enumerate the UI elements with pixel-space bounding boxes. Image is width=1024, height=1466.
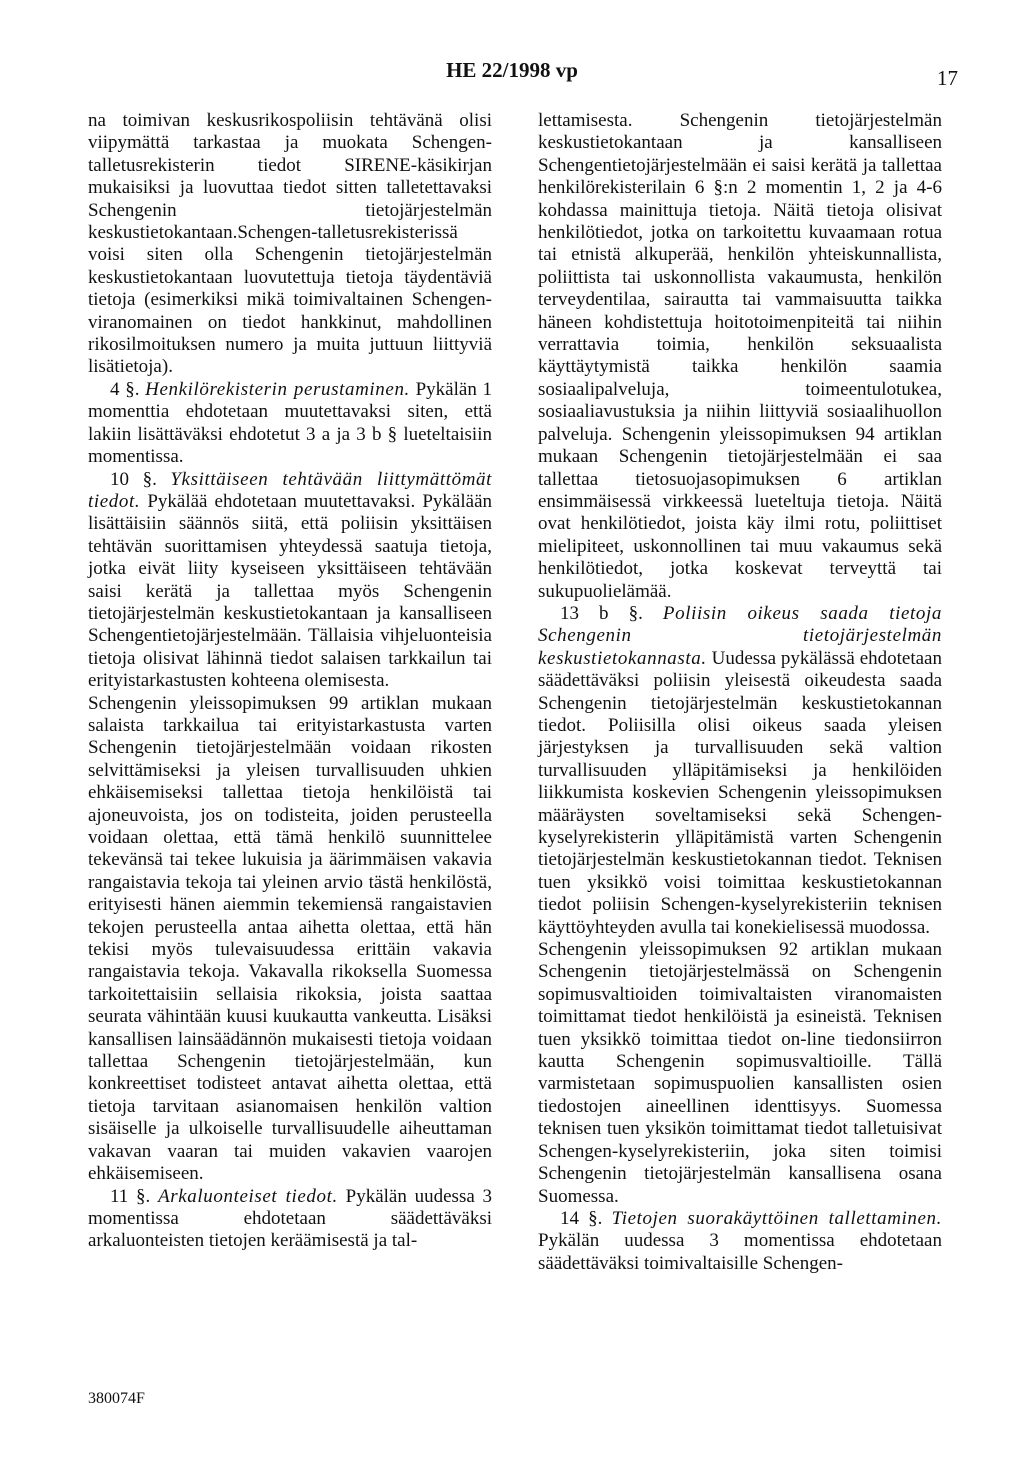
section-number: 4 §. [110, 378, 140, 400]
section-14 [538, 1208, 942, 1275]
section-number: 11 §. [110, 1185, 151, 1207]
document-id: HE 22/1998 vp [446, 58, 578, 82]
section-title: Yksittäiseen tehtävään liittymättömät tiedot. [88, 468, 492, 512]
paragraph: lettamisesta. Schengenin tietojärjestelmän keskustietokantaan ja kansalliseen Schengentietojärjestelmään ei saisi kerätä ja tallettaa henkilörekisterilain 6 §:n 2 momentin 1, 2 ja 4-6 kohdassa mainittuja tietoja. Näitä tietoja olisivat henkilötiedot, jotka on tarkoitettu kuvaamaan rotua tai etnistä alkuperää, henkilön yhteiskunnallista, poliittista tai uskonnollista vakaumusta, henkilön terveydentilaa, sairautta tai vammaisuutta taikka häneen kohdistettuja hoitotoimenpiteitä tai niihin verrattavia toimia, henkilön seksuaalista käyttäytymistä taikka henkilön saamia sosiaalipalveluja, toimeentulotukea, sosiaaliavustuksia ja niihin liittyviä sosiaalihuollon palveluja. Schengenin yleissopimuksen 94 artiklan mukaan Schengenin tietojärjestelmään ei saa tallettaa tietosuojasopimuksen 6 artiklan ensimmäisessä virkkeessä lueteltuja tietoja. Näitä ovat henkilötiedot, joista käy ilmi rotu, poliittiset mielipiteet, uskonnollinen tai muu vakaumus sekä henkilötiedot, jotka koskevat terveyttä tai sukupuolielämää. [538, 110, 942, 602]
section-text: Pykälän uudessa 3 momentissa ehdotetaan säädettäväksi arkaluonteisten tietojen keräämisestä ja tal- [88, 1185, 493, 1252]
section-title: Henkilörekisterin perustaminen. [145, 378, 410, 400]
paragraph: Schengenin yleissopimuksen 92 artiklan mukaan Schengenin tietojärjestelmässä on Schengenin sopimusvaltioiden toimivaltaisten viranomaisten toimittamat tiedot henkilöistä ja esineistä. Teknisen tuen yksikkö toimittaa tiedot on-line tiedonsiirron kautta Schengenin sopimusvaltioille. Tällä varmistetaan sopimuspuolien kansallisten osien tiedostojen aineellinen identtisyys. Suomessa teknisen tuen yksikön toimittamat tiedot talletuisivat Schengen-kyselyrekisteriin, joka siten toimisi Schengenin tietojärjestelmän kansallisena osana Suomessa. [538, 939, 942, 1207]
section-title: Tietojen suorakäyttöinen tallettaminen. [611, 1207, 942, 1229]
section-13b [538, 603, 942, 939]
section-number: 14 §. [560, 1207, 603, 1229]
paragraph: na toimivan keskusrikospoliisin tehtävänä olisi viipymättä tarkastaa ja muokata Schengen-talletusrekisterin tiedot SIRENE-käsikirjan mukaisiksi ja luovuttaa tiedot sitten talletettavaksi Schengenin tietojärjestelmän keskustietokantaan.Schengen-talletusrekisterissä voisi siten olla Schengenin tietojärjestelmän keskustietokantaan luovutettuja tietoja täydentäviä tietoja (esimerkiksi mikä toimivaltainen Schengen-viranomainen on tiedot hankkinut, mahdollinen rikosilmoituksen numero ja muita juttuun liittyviä lisätietoja). [88, 110, 492, 378]
section-number: 10 §. [110, 468, 157, 490]
section-4 [88, 379, 492, 469]
section-text: Pykälän uudessa 3 momentissa ehdotetaan säädettäväksi toimivaltaisille Schengen- [538, 1230, 942, 1274]
paragraph: Schengenin yleissopimuksen 99 artiklan mukaan salaista tarkkailua tai erityistarkastusta varten Schengenin tietojärjestelmään voidaan rikosten selvittämiseksi ja yleisen turvallisuuden uhkien ehkäisemiseksi tallettaa tietoja henkilöistä tai ajoneuvoista, jos on todisteita, joiden perusteella voidaan olettaa, että tämä henkilö suunnittelee tekevänsä tai tekee lukuisia ja äärimmäisen vakavia rangaistavia tekoja tai yleinen arvio tästä henkilöstä, erityisesti hänen aiemmin tekemiensä rangaistavien tekojen perusteella antaa aihetta olettaa, että hän tekisi myös tulevaisuudessa erittäin vakavia rangaistavia tekoja. Vakavalla rikoksella Suomessa tarkoitettaisiin sellaisia rikoksia, joista saattaa seurata vähintään kuusi kuukautta vankeutta. Lisäksi kansallisen lainsäädännön mukaisesti tietoja voidaan tallettaa Schengenin tietojärjestelmään, kun konkreettiset todisteet antavat aihetta olettaa, että tietoja tarvitaan asianomaisen henkilön valtion sisäiselle ja ulkoiselle turvallisuudelle aiheuttaman vakavan vaaran tai muiden vakavien vaarojen ehkäisemiseen. [88, 692, 492, 1185]
left-column [88, 110, 492, 1253]
footer-code: 380074F [88, 1390, 145, 1407]
section-title: Poliisin oikeus saada tietoja Schengenin tietojärjestelmän keskustietokannasta. [538, 602, 943, 669]
section-11 [88, 1186, 492, 1253]
page-number: 17 [937, 66, 958, 90]
section-text: Pykälän 1 momenttia ehdotetaan muutettavaksi siten, että lakiin lisättäväksi ehdotetut 3 a ja 3 b § lueteltaisiin momentissa. [88, 378, 493, 468]
section-title: Arkaluonteiset tiedot. [158, 1185, 338, 1207]
section-text: Uudessa pykälässä ehdotetaan säädettäväksi poliisin yleisestä oikeudesta saada Schengenin tietojärjestelmän keskustietokannan tiedot. Poliisilla olisi oikeus saada yleisen järjestyksen ja turvallisuuden sekä valtion turvallisuuden ylläpitämiseksi ja henkilöiden liikkumista koskevien Schengenin yleissopimuksen määräysten soveltamiseksi sekä Schengen-kyselyrekisterin ylläpitämistä varten Schengenin tietojärjestelmän keskustietokannan tiedot. Teknisen tuen yksikkö voisi toimittaa keskustietokannan tiedot poliisin Schengen-kyselyrekisteriin teknisen käyttöyhteyden avulla tai konekielisessä muodossa. [538, 647, 942, 938]
page-header [0, 58, 1024, 88]
section-10 [88, 469, 492, 693]
right-column [538, 110, 942, 1275]
section-text: Pykälää ehdotetaan muutettavaksi. Pykälään lisättäisiin säännös siitä, että poliisin yksittäisen tehtävän suorittamisen yhteydessä saatuja tietoja, jotka eivät liity kyseiseen yksittäiseen tehtävään saisi kerätä ja tallettaa myös Schengenin tietojärjestelmän keskustietokantaan ja kansalliseen Schengentietojärjestelmään. Tällaisia vihjeluonteisia tietoja olisivat lähinnä tiedot salaisen tarkkailun tai erityistarkastusten kohteena olemisesta. [88, 490, 493, 692]
section-number: 13 b §. [560, 602, 643, 624]
